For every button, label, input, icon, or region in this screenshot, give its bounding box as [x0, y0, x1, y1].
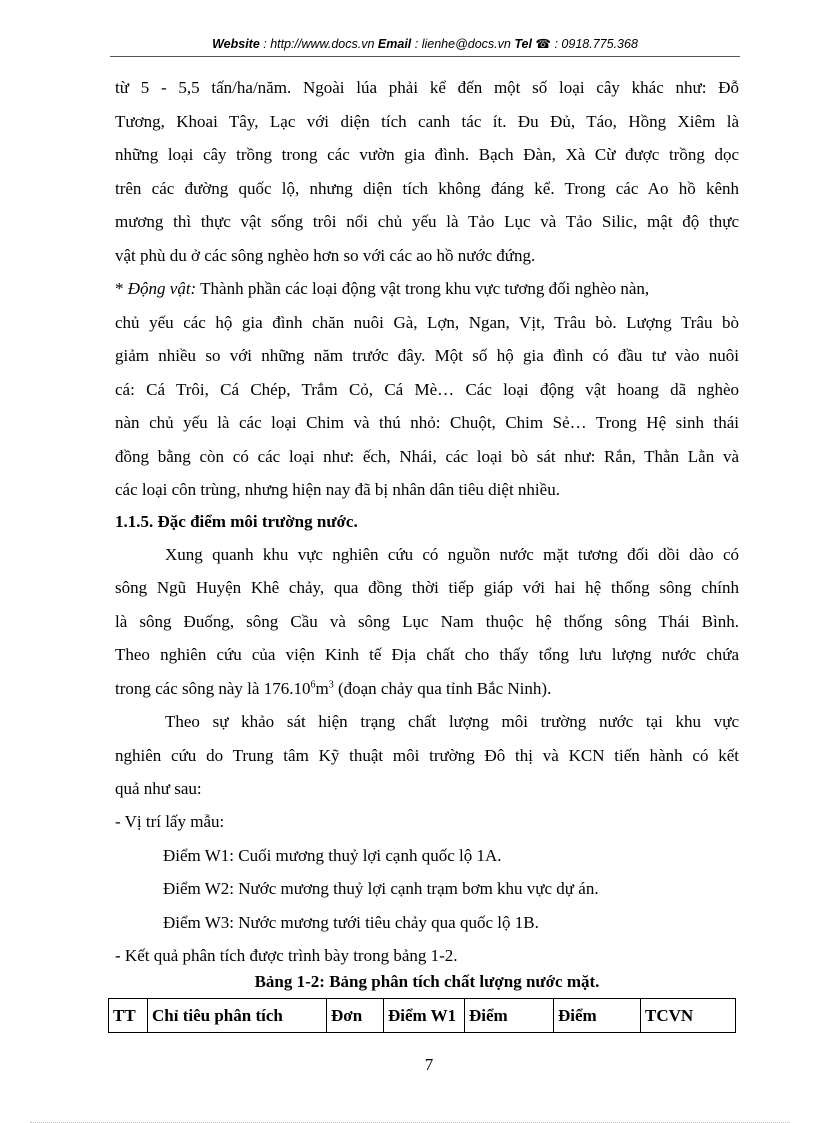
table-header-row — [109, 999, 736, 1033]
paragraph-line: mương thì thực vật sống trôi nổi chủ yếu là Tảo Lục và Tảo Silic, mật độ thực — [115, 212, 739, 231]
volume-text-end: (đoạn chảy qua tỉnh Bắc Ninh). — [333, 679, 552, 698]
page-number: 7 — [424, 1055, 434, 1074]
paragraph-line: giảm nhiều so với những năm trước đây. Một số hộ gia đình có đầu tư vào nuôi — [115, 346, 739, 365]
paragraph-line: đồng bằng còn có các loại như: ếch, Nhái, các loại bò sát như: Rắn, Thằn Lằn và — [115, 447, 739, 466]
tel-value: : 0918.775.368 — [554, 37, 638, 51]
website-label: Website — [212, 37, 260, 51]
paragraph-line: quả như sau: — [115, 779, 202, 798]
table-header-cell: TT — [109, 999, 148, 1033]
paragraph-line: vật phù du ở các sông nghèo hơn so với các ao hồ nước đứng. — [115, 246, 536, 265]
paragraph-line: chủ yếu các hộ gia đình chăn nuôi Gà, Lợn, Ngan, Vịt, Trâu bò. Lượng Trâu bò — [115, 313, 739, 332]
phone-icon: ☎ — [535, 37, 551, 51]
volume-text: trong các sông này là 176.10 — [115, 679, 311, 698]
paragraph-line: sông Ngũ Huyện Khê chảy, qua đồng thời tiếp giáp với hai hệ thống sông chính — [115, 578, 739, 597]
unit-text: m — [315, 679, 329, 698]
paragraph-line: trên các đường quốc lộ, nhưng diện tích không đáng kể. Trong các Ao hồ kênh — [115, 179, 739, 198]
paragraph-line: cá: Cá Trôi, Cá Chép, Trắm Cỏ, Cá Mè… Các loại động vật hoang dã nghèo — [115, 380, 739, 399]
page-header — [110, 36, 740, 51]
paragraph-line: từ 5 - 5,5 tấn/ha/năm. Ngoài lúa phải kể đến một số loại cây khác như: Đỗ — [115, 78, 739, 97]
results-line: - Kết quả phân tích được trình bày trong bảng 1-2. — [115, 946, 458, 965]
table-header-cell: Chỉ tiêu phân tích — [148, 999, 327, 1033]
sampling-label: - Vị trí lấy mẫu: — [115, 812, 225, 831]
table-header-cell: Điểm — [554, 999, 641, 1033]
sampling-point: Điểm W2: Nước mương thuỷ lợi cạnh trạm bơm khu vực dự án. — [163, 879, 599, 898]
animals-line — [115, 279, 739, 299]
paragraph-line: Xung quanh khu vực nghiên cứu có nguồn nước mặt tương đối dồi dào có — [165, 545, 739, 564]
table-header-cell: TCVN — [641, 999, 736, 1033]
superscript: 6 — [310, 679, 316, 691]
sampling-point: Điểm W3: Nước mương tưới tiêu chảy qua quốc lộ 1B. — [163, 913, 539, 932]
animals-text: Thành phần các loại động vật trong khu vực tương đối nghèo nàn, — [196, 279, 650, 298]
paragraph-line: Tương, Khoai Tây, Lạc với diện tích canh tác ít. Đu Đủ, Táo, Hồng Xiêm là — [115, 112, 739, 131]
animals-label: Động vật: — [127, 279, 197, 298]
section-heading: 1.1.5. Đặc điểm môi trường nước. — [115, 512, 358, 531]
paragraph-line: Theo sự khảo sát hiện trạng chất lượng môi trường nước tại khu vực — [165, 712, 739, 731]
paragraph-line: các loại côn trùng, nhưng hiện nay đã bị nhân dân tiêu diệt nhiều. — [115, 480, 560, 499]
paragraph-line: nàn chủ yếu là các loại Chim và thú nhỏ: Chuột, Chim Sẻ… Trong Hệ sinh thái — [115, 413, 739, 432]
tel-label: Tel — [514, 37, 532, 51]
superscript: 3 — [328, 679, 334, 691]
bullet: * — [115, 279, 128, 298]
table-header-cell: Điểm W1 — [384, 999, 465, 1033]
website-value[interactable]: : http://www.docs.vn — [263, 37, 375, 51]
table-header-cell: Điểm — [465, 999, 554, 1033]
paragraph-line: nghiên cứu do Trung tâm Kỹ thuật môi trường Đô thị và KCN tiến hành có kết — [115, 746, 739, 765]
table-header-cell: Đơn — [327, 999, 384, 1033]
email-value[interactable]: : lienhe@docs.vn — [414, 37, 511, 51]
water-quality-table — [108, 998, 736, 1033]
sampling-point: Điểm W1: Cuối mương thuỷ lợi cạnh quốc lộ 1A. — [163, 846, 502, 865]
table-caption: Bảng 1-2: Bảng phân tích chất lượng nước mặt. — [254, 972, 600, 991]
paragraph-line: Theo nghiên cứu của viện Kinh tế Địa chất cho thấy tổng lưu lượng nước chứa — [115, 645, 739, 664]
paragraph-line: những loại cây trồng trong các vườn gia đình. Bạch Đàn, Xà Cừ được trồng dọc — [115, 145, 739, 164]
email-label: Email — [377, 37, 412, 51]
paragraph-line-volume — [115, 679, 739, 699]
header-rule — [110, 56, 740, 57]
paragraph-line: là sông Đuống, sông Cầu và sông Lục Nam thuộc hệ thống sông Thái Bình. — [115, 612, 739, 631]
